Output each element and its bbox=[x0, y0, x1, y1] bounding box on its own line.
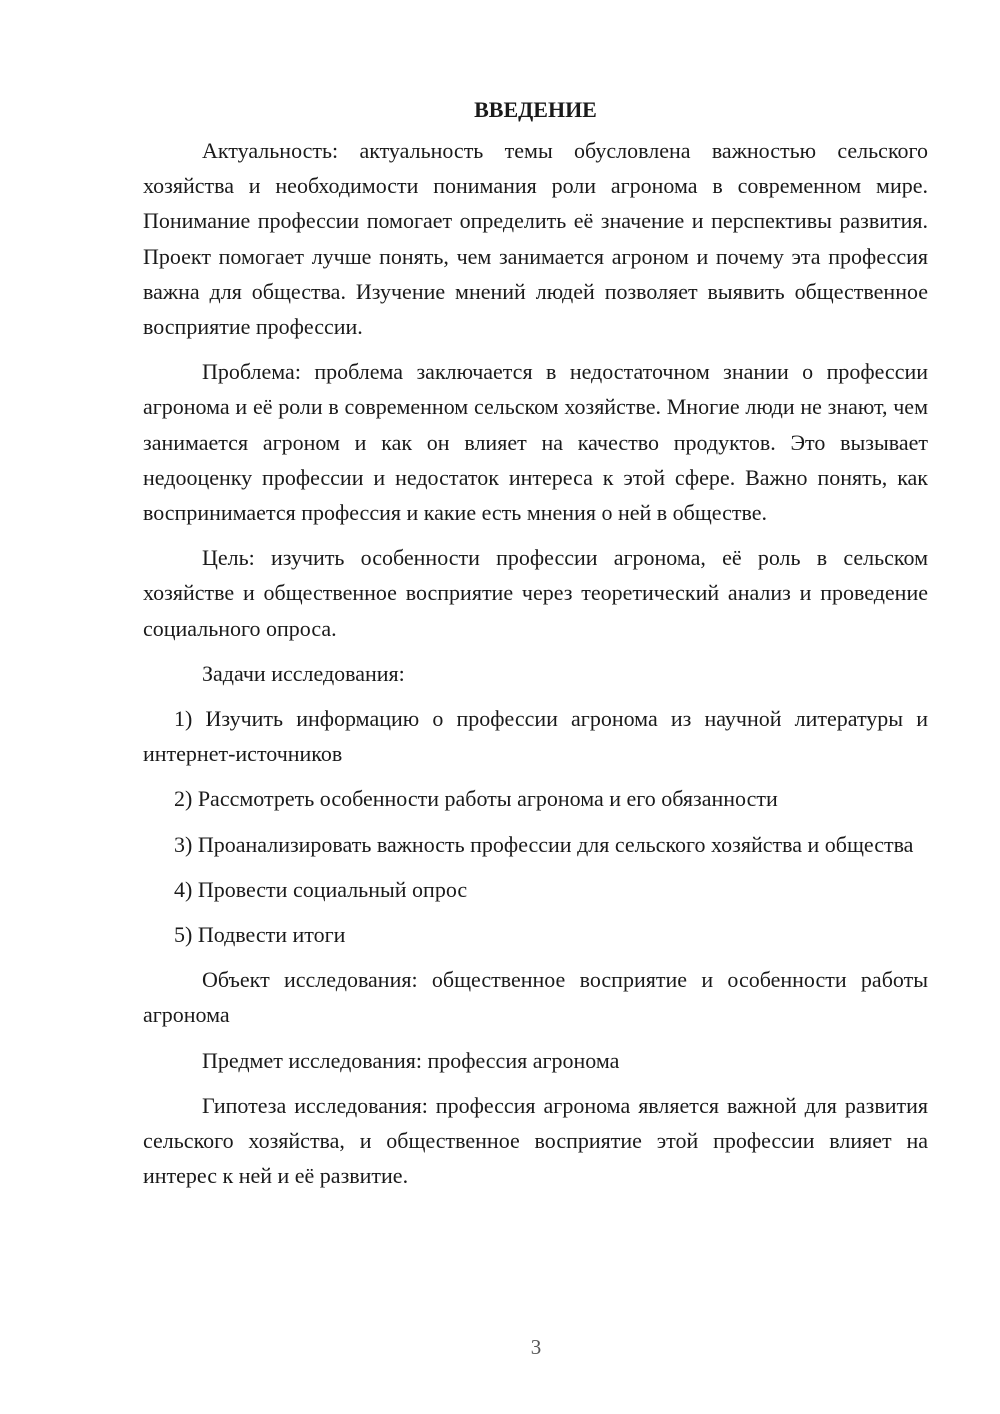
paragraph-subject: Предмет исследования: профессия агронома bbox=[202, 1047, 620, 1073]
paragraph-relevance: Актуальность: актуальность темы обусловлена важностью сельского хозяйства и необходимости понимания роли агронома в современном мире. Понимание профессии помогает определить её значение и перспективы развития. Проект помогает лучше понять, чем занимается агроном и почему эта профессия важна для общества. Изучение мнений людей позволяет выявить общественное восприятие профессии. bbox=[143, 138, 928, 340]
paragraph-object: Объект исследования: общественное восприятие и особенности работы агронома bbox=[143, 967, 928, 1028]
tasks-title: Задачи исследования: bbox=[202, 660, 405, 686]
paragraph-problem: Проблема: проблема заключается в недостаточном знании о профессии агронома и её роли в современном сельском хозяйстве. Многие люди не знают, чем занимается агроном и как он влияет на качество продуктов. Это вызывает недооценку профессии и недостаток интереса к этой сфере. Важно понять, как воспринимается профессия и какие есть мнения о ней в обществе. bbox=[143, 359, 928, 526]
paragraph-hypothesis: Гипотеза исследования: профессия агронома является важной для развития сельского хозяйства, и общественное восприятие этой профессии влияет на интерес к ней и её развитие. bbox=[143, 1092, 928, 1189]
paragraph-goal: Цель: изучить особенности профессии агронома, её роль в сельском хозяйстве и общественное восприятие через теоретический анализ и проведение социального опроса. bbox=[143, 545, 928, 641]
task-item-3: 3) Проанализировать важность профессии для сельского хозяйства и общества bbox=[174, 831, 914, 857]
task-item-1: 1) Изучить информацию о профессии агронома из научной литературы и интернет-источников bbox=[143, 706, 928, 767]
task-item-4: 4) Провести социальный опрос bbox=[174, 876, 468, 902]
page-number: 3 bbox=[530, 1335, 542, 1359]
section-heading: ВВЕДЕНИЕ bbox=[474, 97, 597, 122]
task-item-2: 2) Рассмотреть особенности работы агронома и его обязанности bbox=[174, 786, 778, 812]
task-item-5: 5) Подвести итоги bbox=[174, 922, 346, 948]
document-page bbox=[143, 92, 928, 1203]
